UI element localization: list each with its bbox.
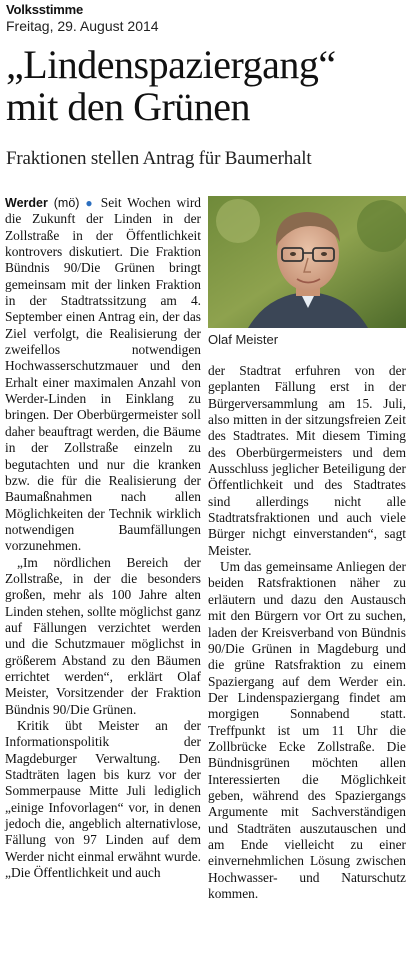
photo-caption: Olaf Meister	[208, 332, 279, 347]
headline-line-2: mit den Grünen	[6, 84, 251, 129]
author-suffix: (mö)	[47, 196, 86, 210]
paragraph-5: Um das gemeinsame Anliegen der beiden Ratsfraktionen näher zu erläutern und dazu den Austausch mit den Bürgern vor Ort zu suchen, laden der Kreisverband von Bündnis 90/Die Grünen in Magdeburg und die grüne Ratsfraktion zu einem Spaziergang auf dem Werder ein. Der Lindenspaziergang findet am morgigen Sonnabend statt. Treffpunkt ist um 11 Uhr die Zollbrücke Ecke Zollstraße. Die Bündnisgrünen möchten allen Interessierten die Möglichkeit geben, während des Spaziergangs Argumente mit Sachverständigen und Stadträten auszutauschen und am Ende vielleicht zu einer einvernehmlichen Lösung zwischen Hochwasser- und Naturschutz kommen.	[208, 559, 406, 901]
portrait-image	[208, 196, 406, 328]
paragraph-4: der Stadtrat erfuhren von der geplanten Fällung erst in der Bürgerversammlung am 15. Juli, also mitten in der sitzungsfreien Zeit des Stadtrates. Mit diesem Timing des Oberbürgermeisters und dem Ausschluss jeglicher Beteiligung der Öffentlichkeit und des Stadtrates sind allerdings nicht alle Stadtratsfraktionen und auch viele Bürger nichgt einverstanden“, sagt Meister.	[208, 363, 406, 558]
author-tag	[5, 196, 85, 210]
dot-icon: ●	[85, 196, 95, 210]
article-column-1	[5, 195, 201, 881]
author-location: Werder	[5, 196, 48, 210]
publication-date: Freitag, 29. August 2014	[6, 18, 159, 34]
paragraph-1-text: Seit Wochen wird die Zukunft der Linden in der Zollstraße in der Öffentlichkeit kontrovers diskutiert. Die Fraktion Bündnis 90/Die Grünen bringt gemeinsam mit der linken Fraktion in der Stadtratssitzung am 4. September einen Antrag ein, der das Ziel verfolgt, die Realisierung der zweifellos notwendigen Hochwasserschutzmauer und den Erhalt einer maximalen Anzahl von Werder-Linden in Einklang zu bringen. Der Oberbürgermeister soll daher beauftragt werden, die Bäume in der Zollstraße einzeln zu begutachten und nur die kranken bzw. die für die Realisierung der Baumaßnahmen nach allen Möglichkeiten der Technik wirklich notwendigen Baumfällungen vorzunehmen.	[5, 195, 201, 554]
headline-line-1: „Lindenspaziergang“	[6, 42, 336, 87]
article-column-2	[208, 363, 406, 902]
paragraph-1	[5, 195, 201, 555]
portrait-photo	[208, 196, 406, 328]
paragraph-3: Kritik übt Meister an der Informationspolitik der Magdeburger Verwaltung. Den Stadträten lagen bis kurz vor der Sommerpause Mitte Juli lediglich „einige Infovorlagen“ vor, in denen jedoch die, angeblich alternativlose, Fällung von 97 Linden auf dem Werder nicht einmal erwähnt wurde. „Die Öffentlichkeit und auch	[5, 718, 201, 881]
paragraph-2: „Im nördlichen Bereich der Zollstraße, in der die besonders großen, mehr als 100 Jahre alten Linden stehen, sollte möglichst ganz auf Fällungen verzichtet werden und die Schutzmauer möglichst in größerem Abstand zu den Bäumen errichtet werden“, erklärt Olaf Meister, Vorsitzender der Fraktion Bündnis 90/Die Grünen.	[5, 554, 201, 717]
article-headline	[6, 44, 406, 128]
article-subheadline: Fraktionen stellen Antrag für Baumerhalt	[6, 148, 312, 169]
newspaper-masthead: Volksstimme	[6, 2, 84, 17]
